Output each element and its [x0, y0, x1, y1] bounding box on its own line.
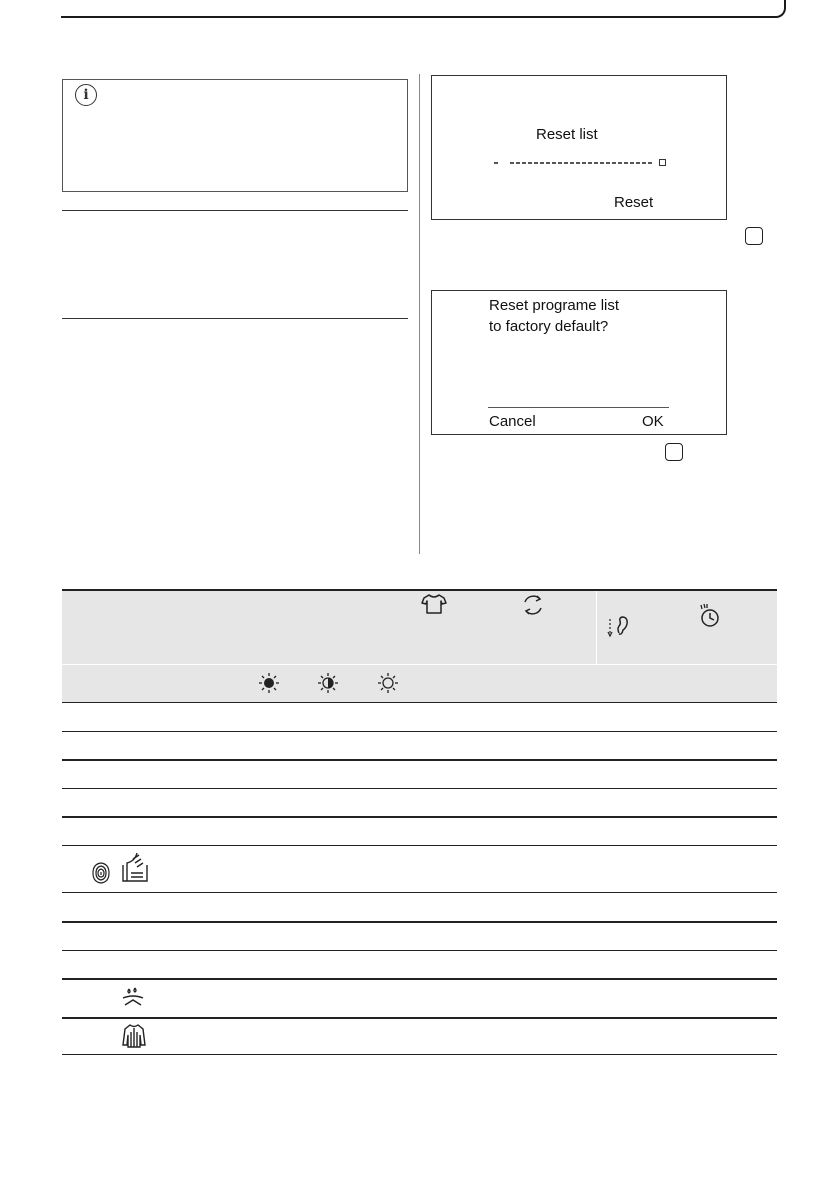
ok-button-icon	[745, 227, 763, 245]
sun-half-icon	[317, 672, 339, 694]
sun-empty-icon	[377, 672, 399, 694]
table-row-line	[62, 788, 777, 789]
table-top-rule	[62, 589, 777, 591]
section-divider	[62, 318, 408, 319]
ok-option[interactable]: OK	[642, 413, 664, 430]
table-row-line	[62, 892, 777, 893]
table-row-line	[62, 978, 777, 980]
table-subheader-band	[62, 665, 777, 703]
reset-action-label[interactable]: Reset	[614, 194, 654, 211]
table-row-line	[62, 759, 777, 761]
ok-button-icon	[665, 443, 683, 461]
progress-dashes	[510, 162, 652, 164]
column-divider	[419, 74, 420, 554]
rotate-icon	[521, 593, 545, 617]
sun-full-icon	[258, 672, 280, 694]
cancel-option[interactable]: Cancel	[489, 413, 536, 430]
section-divider	[62, 210, 408, 211]
time-saver-icon	[697, 603, 721, 629]
confirm-line-1: Reset programe list	[489, 297, 620, 314]
wool-fingerprint-icon	[90, 860, 112, 886]
table-row-line	[62, 950, 777, 951]
ear-icon	[607, 613, 633, 639]
table-row-line	[62, 816, 777, 818]
header-column-gap	[596, 591, 597, 664]
display-reset-list	[431, 75, 727, 220]
page-top-rule	[61, 16, 770, 18]
confirm-divider	[488, 407, 669, 408]
progress-end-marker	[659, 159, 666, 166]
jacket-icon	[121, 1023, 147, 1049]
table-row-line	[62, 731, 777, 732]
table-header-band	[62, 590, 777, 664]
table-row-line	[62, 1017, 777, 1019]
reset-list-title: Reset list	[536, 126, 598, 143]
confirm-line-2: to factory default?	[489, 318, 609, 335]
water-drops-icon	[121, 985, 145, 1009]
table-row-line	[62, 921, 777, 923]
silk-steam-icon	[121, 851, 149, 883]
table-row-line	[62, 845, 777, 846]
info-note-box	[62, 79, 408, 192]
table-row-line	[62, 1054, 777, 1055]
info-icon: i	[75, 84, 97, 106]
page-tab-marker	[770, 0, 786, 18]
progress-start-dash	[494, 162, 499, 164]
shirt-icon	[421, 593, 447, 615]
